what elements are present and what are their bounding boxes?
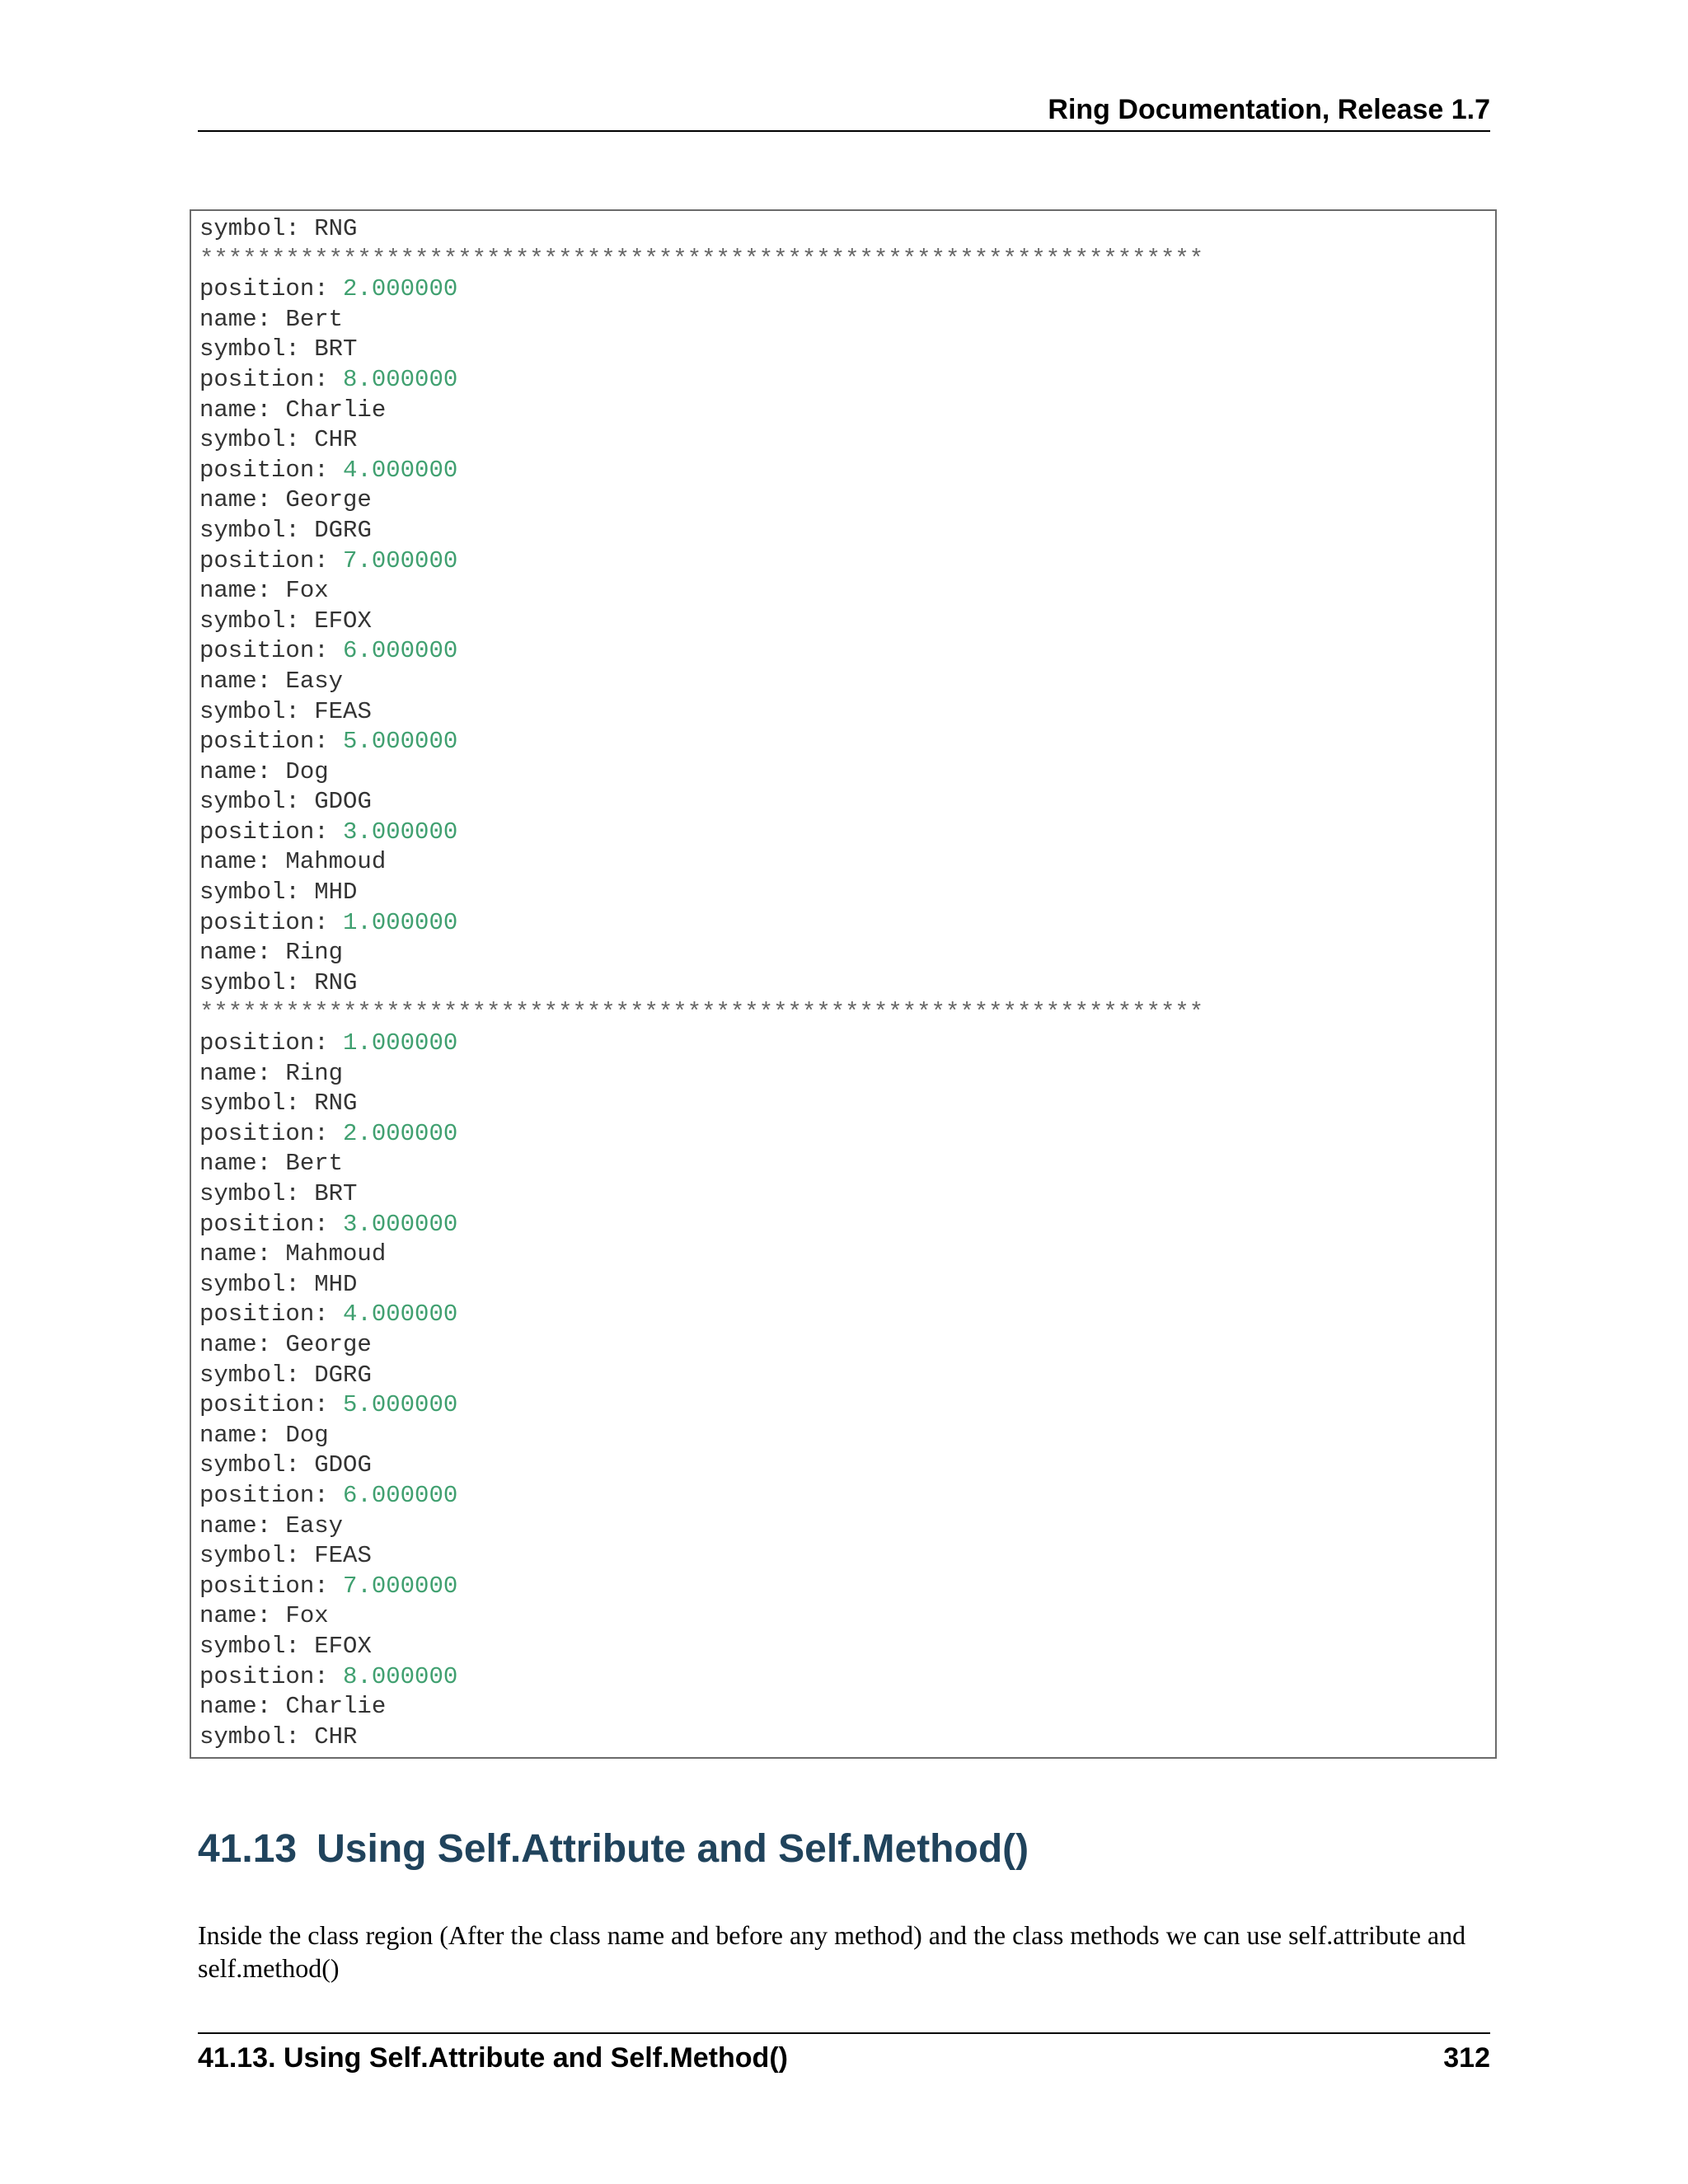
code-line <box>199 968 1203 999</box>
field-value: Dog <box>285 757 329 785</box>
code-line <box>199 456 1203 486</box>
field-label: name: <box>199 396 286 424</box>
field-label: symbol: <box>199 1451 315 1479</box>
code-line <box>199 1632 1203 1662</box>
code-line <box>199 1511 1203 1542</box>
field-label: name: <box>199 1240 286 1268</box>
field-value: CHR <box>314 426 358 454</box>
code-block <box>190 209 1497 1759</box>
field-label: name: <box>199 486 286 514</box>
field-value: Mahmoud <box>285 1240 387 1268</box>
number-literal: 7.000000 <box>343 1572 458 1600</box>
field-label: position: <box>199 275 344 303</box>
code-line <box>199 274 1203 305</box>
field-label: position: <box>199 456 344 484</box>
field-label: position: <box>199 1210 344 1238</box>
field-label: position: <box>199 1301 344 1329</box>
field-value: MHD <box>314 879 358 907</box>
field-value: Mahmoud <box>285 848 387 876</box>
code-line <box>199 546 1203 577</box>
code-line <box>199 305 1203 335</box>
code-line <box>199 1089 1203 1119</box>
field-value: DGRG <box>314 1361 372 1389</box>
field-value: Bert <box>285 305 344 333</box>
field-value: EFOX <box>314 1632 372 1660</box>
field-label: position: <box>199 546 344 574</box>
field-value: BRT <box>314 335 358 363</box>
number-literal: 8.000000 <box>343 365 458 393</box>
code-line <box>199 396 1203 426</box>
field-label: position: <box>199 1029 344 1057</box>
field-label: symbol: <box>199 1632 315 1660</box>
code-line <box>199 1572 1203 1602</box>
code-line <box>199 727 1203 757</box>
field-value: DGRG <box>314 516 372 544</box>
page-number: 312 <box>1443 2042 1490 2074</box>
field-value: RNG <box>314 968 358 996</box>
number-literal: 5.000000 <box>343 1391 458 1419</box>
field-value: GDOG <box>314 788 372 816</box>
running-header-title: Ring Documentation, Release 1.7 <box>1048 94 1490 125</box>
field-label: position: <box>199 818 344 846</box>
number-literal: 5.000000 <box>343 728 458 756</box>
code-line <box>199 908 1203 939</box>
section-paragraph: Inside the class region (After the class name and before any method) and the class methods we can use self.attribute and self.method() <box>198 1920 1466 1983</box>
field-label: position: <box>199 728 344 756</box>
field-value: Dog <box>285 1421 329 1449</box>
code-line <box>199 1330 1203 1361</box>
separator-stars: ********************************************************************** <box>199 245 1204 273</box>
field-value: FEAS <box>314 697 372 725</box>
field-label: name: <box>199 848 286 876</box>
code-line <box>199 245 1203 275</box>
code-line <box>199 1119 1203 1150</box>
field-label: name: <box>199 305 286 333</box>
number-literal: 4.000000 <box>343 456 458 484</box>
code-line <box>199 1390 1203 1421</box>
field-value: Fox <box>285 1602 329 1630</box>
field-label: position: <box>199 637 344 665</box>
code-line <box>199 1149 1203 1179</box>
code-line <box>199 757 1203 788</box>
field-label: name: <box>199 1150 286 1178</box>
field-value: Charlie <box>285 1693 387 1721</box>
code-line <box>199 1240 1203 1270</box>
field-value: GDOG <box>314 1451 372 1479</box>
field-label: symbol: <box>199 426 315 454</box>
field-label: symbol: <box>199 697 315 725</box>
code-line <box>199 697 1203 728</box>
field-label: position: <box>199 1572 344 1600</box>
field-value: Ring <box>285 1059 344 1087</box>
code-line <box>199 1692 1203 1722</box>
code-line <box>199 214 1203 245</box>
number-literal: 2.000000 <box>343 1119 458 1147</box>
code-line <box>199 1601 1203 1632</box>
code-line <box>199 1662 1203 1693</box>
field-value: BRT <box>314 1180 358 1207</box>
code-line <box>199 818 1203 848</box>
code-line <box>199 636 1203 667</box>
code-line <box>199 998 1203 1029</box>
page-footer <box>198 2032 1490 2083</box>
field-label: position: <box>199 1481 344 1509</box>
code-line <box>199 1722 1203 1753</box>
code-line <box>199 1179 1203 1210</box>
number-literal: 8.000000 <box>343 1662 458 1690</box>
number-literal: 2.000000 <box>343 275 458 303</box>
section-heading <box>198 1825 1490 1874</box>
field-label: name: <box>199 757 286 785</box>
field-label: symbol: <box>199 879 315 907</box>
code-line <box>199 1210 1203 1240</box>
field-label: symbol: <box>199 516 315 544</box>
field-value: Bert <box>285 1150 344 1178</box>
field-value: Easy <box>285 1511 344 1540</box>
field-label: position: <box>199 365 344 393</box>
field-value: CHR <box>314 1722 358 1750</box>
field-value: MHD <box>314 1270 358 1298</box>
field-value: Easy <box>285 667 344 695</box>
code-line <box>199 485 1203 516</box>
number-literal: 1.000000 <box>343 908 458 936</box>
field-label: position: <box>199 1662 344 1690</box>
code-line <box>199 667 1203 697</box>
code-output <box>199 214 1203 1752</box>
code-line <box>199 516 1203 546</box>
field-label: name: <box>199 577 286 605</box>
code-line <box>199 425 1203 456</box>
number-literal: 4.000000 <box>343 1301 458 1329</box>
field-value: EFOX <box>314 607 372 635</box>
field-value: George <box>285 486 372 514</box>
field-label: name: <box>199 1511 286 1540</box>
field-label: symbol: <box>199 968 315 996</box>
number-literal: 1.000000 <box>343 1029 458 1057</box>
code-line <box>199 1059 1203 1090</box>
field-value: RNG <box>314 1090 358 1118</box>
field-label: symbol: <box>199 215 315 242</box>
number-literal: 6.000000 <box>343 637 458 665</box>
field-label: name: <box>199 1330 286 1358</box>
field-label: symbol: <box>199 607 315 635</box>
footer-section-title: 41.13. Using Self.Attribute and Self.Method() <box>198 2042 788 2074</box>
code-line <box>199 365 1203 396</box>
field-label: name: <box>199 1602 286 1630</box>
code-line <box>199 1361 1203 1391</box>
field-label: name: <box>199 1421 286 1449</box>
code-line <box>199 1451 1203 1481</box>
code-line <box>199 1541 1203 1572</box>
field-label: symbol: <box>199 335 315 363</box>
code-line <box>199 1421 1203 1451</box>
code-line <box>199 1270 1203 1301</box>
code-line <box>199 1029 1203 1059</box>
code-line <box>199 1481 1203 1511</box>
field-label: name: <box>199 667 286 695</box>
number-literal: 6.000000 <box>343 1481 458 1509</box>
field-label: position: <box>199 908 344 936</box>
code-line <box>199 787 1203 818</box>
number-literal: 3.000000 <box>343 1210 458 1238</box>
code-line <box>199 938 1203 968</box>
code-line <box>199 878 1203 908</box>
field-value: Ring <box>285 939 344 967</box>
field-label: symbol: <box>199 1542 315 1570</box>
field-label: name: <box>199 1693 286 1721</box>
field-value: Fox <box>285 577 329 605</box>
page-header <box>198 92 1490 132</box>
field-label: symbol: <box>199 1180 315 1207</box>
code-line <box>199 1300 1203 1330</box>
section-number: 41.13 <box>198 1827 298 1871</box>
field-label: symbol: <box>199 1270 315 1298</box>
field-label: position: <box>199 1119 344 1147</box>
field-label: name: <box>199 939 286 967</box>
field-value: FEAS <box>314 1542 372 1570</box>
field-label: position: <box>199 1391 344 1419</box>
field-label: symbol: <box>199 1361 315 1389</box>
code-line <box>199 607 1203 637</box>
code-line <box>199 847 1203 878</box>
field-label: symbol: <box>199 1722 315 1750</box>
number-literal: 3.000000 <box>343 818 458 846</box>
separator-stars: ********************************************************************** <box>199 999 1204 1027</box>
code-line <box>199 576 1203 607</box>
field-value: Charlie <box>285 396 387 424</box>
field-value: George <box>285 1330 372 1358</box>
field-label: symbol: <box>199 1090 315 1118</box>
field-label: name: <box>199 1059 286 1087</box>
number-literal: 7.000000 <box>343 546 458 574</box>
field-label: symbol: <box>199 788 315 816</box>
field-value: RNG <box>314 215 358 242</box>
code-line <box>199 335 1203 365</box>
section-title: Using Self.Attribute and Self.Method() <box>316 1827 1029 1871</box>
